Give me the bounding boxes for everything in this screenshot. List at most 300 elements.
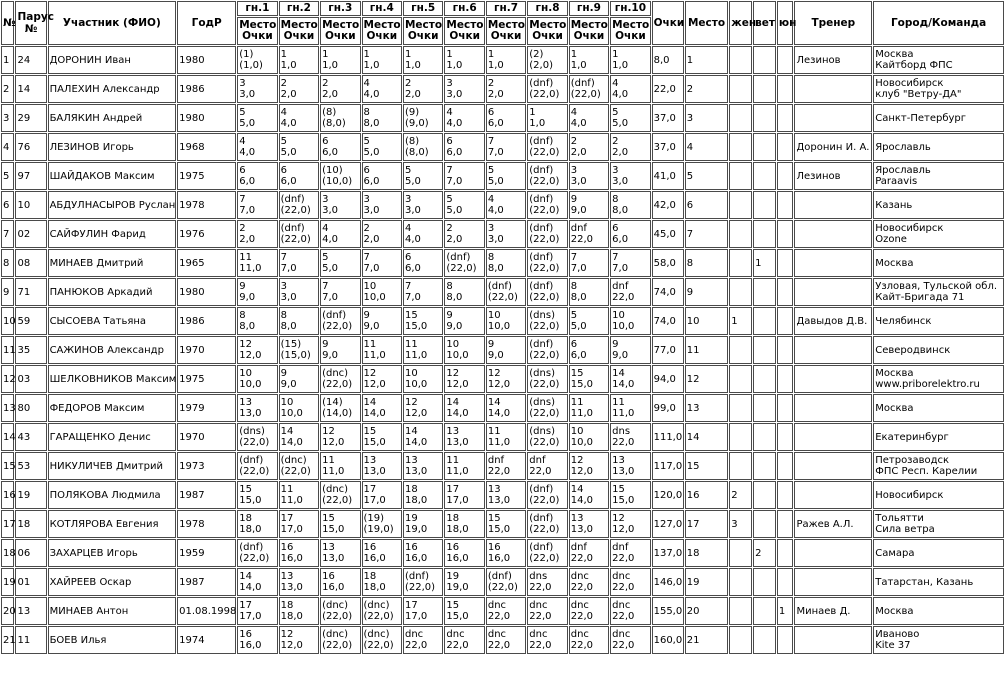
cell-num: 13 xyxy=(1,394,14,422)
race-place: 3 xyxy=(239,78,246,89)
race-subheader-place: Место xyxy=(570,19,608,31)
race-points: 10,0 xyxy=(612,321,635,332)
race-place: (dnc) xyxy=(322,484,349,495)
cell-race-result xyxy=(444,249,484,277)
cell-year: 1965 xyxy=(177,249,236,277)
cell-race-result xyxy=(486,307,526,335)
cell-race-result xyxy=(569,539,609,567)
race-subheader-points: Очки xyxy=(325,30,356,42)
table-row xyxy=(1,481,1004,509)
race-points: 11,0 xyxy=(280,495,303,506)
race-points: 2,0 xyxy=(404,89,421,100)
cell-junior xyxy=(777,133,794,161)
race-place: (dnc) xyxy=(322,368,349,379)
race-points: (8,0) xyxy=(404,147,429,158)
cell-name: БОЕВ Илья xyxy=(48,626,177,654)
race-place: 13 xyxy=(446,426,460,437)
cell-city xyxy=(873,104,1004,132)
cell-race-result xyxy=(403,423,443,451)
cell-race-result xyxy=(527,278,567,306)
cell-race-result xyxy=(279,568,319,596)
cell-city xyxy=(873,220,1004,248)
col-header-women: жен xyxy=(729,1,752,45)
race-place: 10 xyxy=(446,339,460,350)
table-row xyxy=(1,568,1004,596)
cell-year: 1975 xyxy=(177,365,236,393)
cell-race-result xyxy=(279,307,319,335)
cell-women xyxy=(729,191,752,219)
race-points: 4,0 xyxy=(280,118,297,129)
race-points: 5,0 xyxy=(570,321,587,332)
cell-coach xyxy=(794,104,872,132)
cell-place: 2 xyxy=(685,75,729,103)
race-place: 4 xyxy=(363,78,370,89)
race-points: 6,0 xyxy=(570,350,587,361)
race-points: 8,0 xyxy=(280,321,297,332)
table-row xyxy=(1,394,1004,422)
race-points: 22,0 xyxy=(529,640,552,651)
race-points: 10,0 xyxy=(363,292,386,303)
race-points: 22,0 xyxy=(404,640,428,651)
race-points: 3,0 xyxy=(322,205,338,216)
cell-women xyxy=(729,133,752,161)
city-line-2: Ozone xyxy=(875,234,907,245)
race-subheader-place: Место xyxy=(322,19,360,31)
city-line-2: клуб "Ветру-ДА" xyxy=(875,89,962,100)
cell-num: 18 xyxy=(1,539,14,567)
cell-city xyxy=(873,365,1004,393)
race-points: 9,0 xyxy=(446,321,463,332)
cell-race-result xyxy=(320,510,360,538)
race-points: 6,0 xyxy=(487,118,504,129)
cell-race-result xyxy=(444,336,484,364)
race-place: 17 xyxy=(239,600,252,611)
cell-place: 19 xyxy=(685,568,729,596)
race-points: 9,0 xyxy=(612,350,629,361)
cell-num: 10 xyxy=(1,307,14,335)
race-place: 19 xyxy=(446,571,460,582)
cell-race-result xyxy=(320,597,360,625)
race-place: 9 xyxy=(446,310,453,321)
cell-race-result xyxy=(610,133,650,161)
race-place: (dnf) xyxy=(239,542,264,553)
race-points: (1,0) xyxy=(239,60,263,71)
race-points: 9,0 xyxy=(280,379,297,390)
race-points: 15,0 xyxy=(612,495,635,506)
cell-junior xyxy=(777,104,794,132)
race-place: (10) xyxy=(322,165,343,176)
cell-veteran xyxy=(753,394,776,422)
cell-place: 7 xyxy=(685,220,729,248)
race-points: 3,0 xyxy=(570,176,587,187)
race-place: 16 xyxy=(487,542,501,553)
cell-race-result xyxy=(569,220,609,248)
cell-sail: 18 xyxy=(15,510,46,538)
race-place: 12 xyxy=(280,629,294,640)
cell-coach xyxy=(794,75,872,103)
race-points: (22,0) xyxy=(239,466,270,477)
race-points: 22,0 xyxy=(570,611,593,622)
race-place: 2 xyxy=(280,78,288,89)
race-points: (22,0) xyxy=(280,466,311,477)
cell-city xyxy=(873,452,1004,480)
cell-race-result xyxy=(610,75,650,103)
race-points: 14,0 xyxy=(612,379,635,390)
cell-num: 2 xyxy=(1,75,14,103)
race-points: 12,0 xyxy=(404,408,428,419)
race-points: 17,0 xyxy=(239,611,262,622)
race-place: (dnf) xyxy=(529,542,554,553)
cell-race-result xyxy=(237,162,277,190)
cell-race-result xyxy=(362,104,402,132)
cell-points: 41,0 xyxy=(652,162,684,190)
cell-race-result xyxy=(610,597,650,625)
cell-race-result xyxy=(486,191,526,219)
cell-veteran: 1 xyxy=(753,249,776,277)
cell-city xyxy=(873,191,1004,219)
race-place: 15 xyxy=(239,484,252,495)
cell-race-result xyxy=(362,481,402,509)
cell-place: 8 xyxy=(685,249,729,277)
cell-race-result xyxy=(527,423,567,451)
race-place: dnc xyxy=(446,629,465,640)
race-points: (22,0) xyxy=(322,611,353,622)
race-place: 11 xyxy=(404,339,418,350)
race-place: 8 xyxy=(280,310,288,321)
cell-race-result xyxy=(569,597,609,625)
table-row xyxy=(1,220,1004,248)
cell-race-result xyxy=(610,481,650,509)
cell-sail: 08 xyxy=(15,249,46,277)
race-place: (dnf) xyxy=(404,571,429,582)
race-points: 1,0 xyxy=(363,60,380,71)
race-place: 8 xyxy=(612,194,619,205)
cell-veteran xyxy=(753,481,776,509)
city-line-1: Узловая, Тульской обл. xyxy=(875,281,998,292)
cell-race-result xyxy=(444,481,484,509)
cell-race-result xyxy=(279,75,319,103)
race-points: (10,0) xyxy=(322,176,353,187)
cell-coach xyxy=(794,568,872,596)
race-points: 1,0 xyxy=(612,60,629,71)
race-place: 5 xyxy=(404,165,412,176)
race-place: 14 xyxy=(239,571,252,582)
cell-race-result xyxy=(569,365,609,393)
race-place: dnf xyxy=(612,542,629,553)
race-points: (8,0) xyxy=(322,118,346,129)
cell-num: 11 xyxy=(1,336,14,364)
cell-women xyxy=(729,249,752,277)
race-place: 15 xyxy=(570,368,584,379)
race-points: 15,0 xyxy=(239,495,262,506)
race-points: 3,0 xyxy=(363,205,380,216)
cell-coach xyxy=(794,481,872,509)
race-place: 9 xyxy=(280,368,288,379)
race-place: 15 xyxy=(487,513,501,524)
cell-points: 146,0 xyxy=(652,568,684,596)
cell-place: 15 xyxy=(685,452,729,480)
cell-race-result xyxy=(279,46,319,74)
race-place: 9 xyxy=(570,194,578,205)
cell-sail: 35 xyxy=(15,336,46,364)
race-place: dnc xyxy=(612,571,631,582)
race-place: 11 xyxy=(280,484,294,495)
cell-race-result xyxy=(444,452,484,480)
cell-coach xyxy=(794,278,872,306)
col-header-coach: Тренер xyxy=(794,1,872,45)
cell-city xyxy=(873,249,1004,277)
cell-sail: 10 xyxy=(15,191,46,219)
cell-junior xyxy=(777,510,794,538)
col-header-place: Место xyxy=(685,1,729,45)
cell-city xyxy=(873,481,1004,509)
race-place: 18 xyxy=(363,571,377,582)
race-place: dnf xyxy=(529,455,546,466)
race-points: 1,0 xyxy=(446,60,463,71)
race-subheader xyxy=(610,17,650,45)
cell-women xyxy=(729,278,752,306)
race-place: dnf xyxy=(570,542,587,553)
race-place: (dnf) xyxy=(570,78,595,89)
cell-place: 16 xyxy=(685,481,729,509)
race-points: 10,0 xyxy=(446,350,469,361)
cell-points: 74,0 xyxy=(652,307,684,335)
cell-year: 1987 xyxy=(177,568,236,596)
cell-race-result xyxy=(403,249,443,277)
cell-race-result xyxy=(237,336,277,364)
race-points: 5,0 xyxy=(612,118,629,129)
race-place: 7 xyxy=(446,165,453,176)
cell-women xyxy=(729,46,752,74)
race-points: 13,0 xyxy=(239,408,262,419)
col-header-race: гн.10 xyxy=(610,1,650,16)
race-place: (dnf) xyxy=(446,252,471,263)
city-line-1: Москва xyxy=(875,368,914,379)
race-points: 22,0 xyxy=(570,553,593,564)
cell-junior xyxy=(777,394,794,422)
cell-race-result xyxy=(569,568,609,596)
cell-race-result xyxy=(403,539,443,567)
race-points: 22,0 xyxy=(487,640,511,651)
cell-race-result xyxy=(527,46,567,74)
cell-junior xyxy=(777,220,794,248)
race-points: 22,0 xyxy=(612,640,635,651)
race-points: 18,0 xyxy=(446,524,469,535)
race-points: (22,0) xyxy=(529,350,560,361)
cell-race-result xyxy=(362,452,402,480)
cell-race-result xyxy=(237,510,277,538)
race-place: 10 xyxy=(404,368,418,379)
cell-race-result xyxy=(362,249,402,277)
table-row xyxy=(1,278,1004,306)
race-place: 17 xyxy=(363,484,377,495)
cell-women xyxy=(729,220,752,248)
race-points: 22,0 xyxy=(529,466,552,477)
cell-race-result xyxy=(569,46,609,74)
race-points: 19,0 xyxy=(404,524,428,535)
col-header-race: гн.4 xyxy=(362,1,402,16)
col-header-city: Город/Команда xyxy=(873,1,1004,45)
cell-race-result xyxy=(444,539,484,567)
cell-place: 18 xyxy=(685,539,729,567)
race-points: (22,0) xyxy=(529,553,560,564)
race-points: 10,0 xyxy=(570,437,593,448)
cell-veteran xyxy=(753,191,776,219)
cell-race-result xyxy=(403,220,443,248)
cell-women xyxy=(729,626,752,654)
cell-year: 1970 xyxy=(177,336,236,364)
race-points: 8,0 xyxy=(487,263,504,274)
cell-race-result xyxy=(569,278,609,306)
cell-num: 8 xyxy=(1,249,14,277)
cell-junior xyxy=(777,307,794,335)
race-points: (22,0) xyxy=(280,205,311,216)
cell-coach: Давыдов Д.В. xyxy=(794,307,872,335)
race-points: 18,0 xyxy=(239,524,262,535)
cell-veteran xyxy=(753,597,776,625)
race-points: (22,0) xyxy=(322,321,353,332)
race-place: (dnf) xyxy=(529,252,554,263)
cell-race-result xyxy=(279,336,319,364)
cell-race-result xyxy=(237,220,277,248)
cell-race-result xyxy=(444,46,484,74)
cell-race-result xyxy=(320,626,360,654)
cell-race-result xyxy=(279,626,319,654)
race-place: 4 xyxy=(570,107,578,118)
cell-race-result xyxy=(403,75,443,103)
cell-race-result xyxy=(610,220,650,248)
cell-race-result xyxy=(320,423,360,451)
race-points: 15,0 xyxy=(487,524,511,535)
race-points: 8,0 xyxy=(612,205,629,216)
city-line-1: Екатеринбург xyxy=(875,431,949,443)
cell-race-result xyxy=(320,75,360,103)
cell-race-result xyxy=(444,133,484,161)
race-place: dnc xyxy=(612,600,631,611)
race-points: 8,0 xyxy=(363,118,380,129)
cell-race-result xyxy=(610,365,650,393)
cell-race-result xyxy=(403,510,443,538)
cell-race-result xyxy=(527,336,567,364)
cell-city xyxy=(873,307,1004,335)
race-points: 6,0 xyxy=(322,147,338,158)
cell-race-result xyxy=(527,394,567,422)
cell-race-result xyxy=(362,597,402,625)
cell-race-result xyxy=(320,220,360,248)
cell-junior xyxy=(777,365,794,393)
race-points: 4,0 xyxy=(487,205,504,216)
race-points: (22,0) xyxy=(529,205,560,216)
cell-women: 2 xyxy=(729,481,752,509)
race-points: 17,0 xyxy=(280,524,303,535)
cell-num: 17 xyxy=(1,510,14,538)
race-place: 12 xyxy=(239,339,252,350)
race-place: 8 xyxy=(570,281,578,292)
race-points: (22,0) xyxy=(529,408,560,419)
race-place: 11 xyxy=(363,339,377,350)
cell-race-result xyxy=(569,394,609,422)
race-place: 9 xyxy=(239,281,246,292)
cell-women xyxy=(729,365,752,393)
cell-race-result xyxy=(362,423,402,451)
race-place: 11 xyxy=(487,426,501,437)
race-points: 13,0 xyxy=(487,495,511,506)
cell-points: 37,0 xyxy=(652,104,684,132)
race-place: 1 xyxy=(404,49,412,60)
race-subheader xyxy=(362,17,402,45)
race-place: 1 xyxy=(529,107,536,118)
col-header-race: гн.7 xyxy=(486,1,526,16)
city-line-1: Ярославль xyxy=(875,165,931,176)
race-points: 22,0 xyxy=(570,234,593,245)
cell-sail: 29 xyxy=(15,104,46,132)
cell-race-result xyxy=(610,568,650,596)
cell-place: 5 xyxy=(685,162,729,190)
race-place: (14) xyxy=(322,397,343,408)
cell-points: 94,0 xyxy=(652,365,684,393)
race-points: (22,0) xyxy=(529,321,560,332)
race-place: 2 xyxy=(612,136,619,147)
cell-year: 1980 xyxy=(177,104,236,132)
race-place: 6 xyxy=(239,165,246,176)
cell-sail: 71 xyxy=(15,278,46,306)
race-points: (22,0) xyxy=(322,379,353,390)
race-place: 1 xyxy=(570,49,578,60)
cell-race-result xyxy=(237,452,277,480)
race-place: 6 xyxy=(612,223,619,234)
race-place: 11 xyxy=(570,397,584,408)
race-subheader-points: Очки xyxy=(283,30,315,42)
race-place: (dnf) xyxy=(529,281,554,292)
cell-race-result xyxy=(610,307,650,335)
cell-race-result xyxy=(444,510,484,538)
race-place: 4 xyxy=(612,78,619,89)
race-place: 13 xyxy=(363,455,377,466)
cell-race-result xyxy=(610,452,650,480)
cell-race-result xyxy=(527,249,567,277)
cell-race-result xyxy=(403,278,443,306)
race-points: 14,0 xyxy=(363,408,386,419)
cell-num: 6 xyxy=(1,191,14,219)
cell-name: МИНАЕВ Антон xyxy=(48,597,177,625)
cell-race-result xyxy=(486,104,526,132)
cell-junior xyxy=(777,249,794,277)
cell-num: 19 xyxy=(1,568,14,596)
cell-place: 10 xyxy=(685,307,729,335)
cell-race-result xyxy=(320,104,360,132)
race-points: 2,0 xyxy=(487,89,504,100)
cell-place: 9 xyxy=(685,278,729,306)
race-place: (dnf) xyxy=(322,310,347,321)
cell-veteran xyxy=(753,133,776,161)
cell-women: 3 xyxy=(729,510,752,538)
race-place: 7 xyxy=(280,252,288,263)
race-place: 4 xyxy=(487,194,495,205)
cell-race-result xyxy=(403,597,443,625)
race-place: (dnf) xyxy=(529,194,554,205)
city-line-1: Казань xyxy=(875,199,913,211)
race-place: (dnf) xyxy=(239,455,264,466)
race-points: (22,0) xyxy=(529,234,560,245)
race-place: 8 xyxy=(363,107,370,118)
cell-race-result xyxy=(527,133,567,161)
cell-race-result xyxy=(403,626,443,654)
city-line-2: Кайтборд ФПС xyxy=(875,60,953,71)
cell-women xyxy=(729,162,752,190)
race-place: 17 xyxy=(280,513,294,524)
race-place: (15) xyxy=(280,339,302,350)
cell-num: 4 xyxy=(1,133,14,161)
